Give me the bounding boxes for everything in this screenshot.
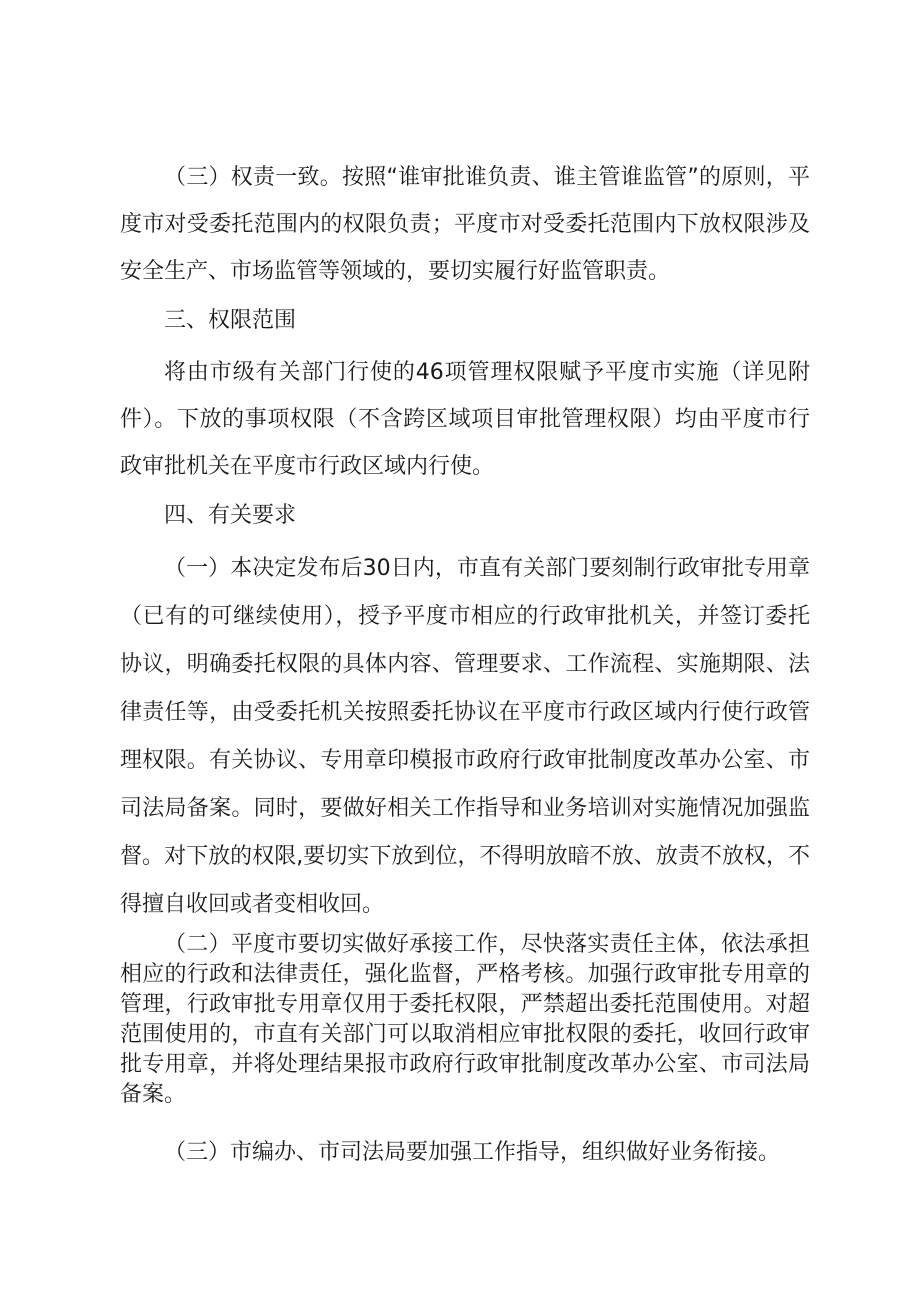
paragraph-scope: 将由市级有关部门行使的46项管理权限赋予平度市实施（详见附件）。下放的事项权限（不含跨区域项目审批管理权限）均由平度市行政审批机关在平度市行政区域内行使。 [120,360,810,479]
section-heading-scope: 三、权限范围 [164,308,297,333]
section-heading-requirements: 四、有关要求 [164,503,297,528]
paragraph-requirement-1: （一）本决定发布后30日内，市直有关部门要刻制行政审批专用章（已有的可继续使用），授予平度市相应的行政审批机关，并签订委托协议，明确委托权限的具体内容、管理要求、工作流程、实施期限、法律责任等，由受委托机关按照委托协议在平度市行政区域内行使行政管理权限。有关协议、专用章印模报市政府行政审批制度改革办公室、市司法局备案。同时，要做好相关工作指导和业务培训对实施情况加强监督。对下放的权限,要切实下放到位，不得明放暗不放、放责不放权，不得擅自收回或者变相收回。 [120,556,810,917]
paragraph-power-responsibility: （三）权责一致。按照“谁审批谁负责、谁主管谁监管”的原则，平度市对受委托范围内的权限负责；平度市对受委托范围内下放权限涉及安全生产、市场监管等领域的，要切实履行好监管职责。 [120,165,810,284]
paragraph-requirement-2: （二）平度市要切实做好承接工作，尽快落实责任主体，依法承担相应的行政和法律责任，强化监督，严格考核。加强行政审批专用章的管理，行政审批专用章仅用于委托权限，严禁超出委托范围使用。对超范围使用的，市直有关部门可以取消相应审批权限的委托，收回行政审批专用章，并将处理结果报市政府行政审批制度改革办公室、市司法局备案。 [120,932,810,1107]
paragraph-requirement-3: （三）市编办、市司法局要加强工作指导，组织做好业务衔接。 [164,1140,781,1165]
